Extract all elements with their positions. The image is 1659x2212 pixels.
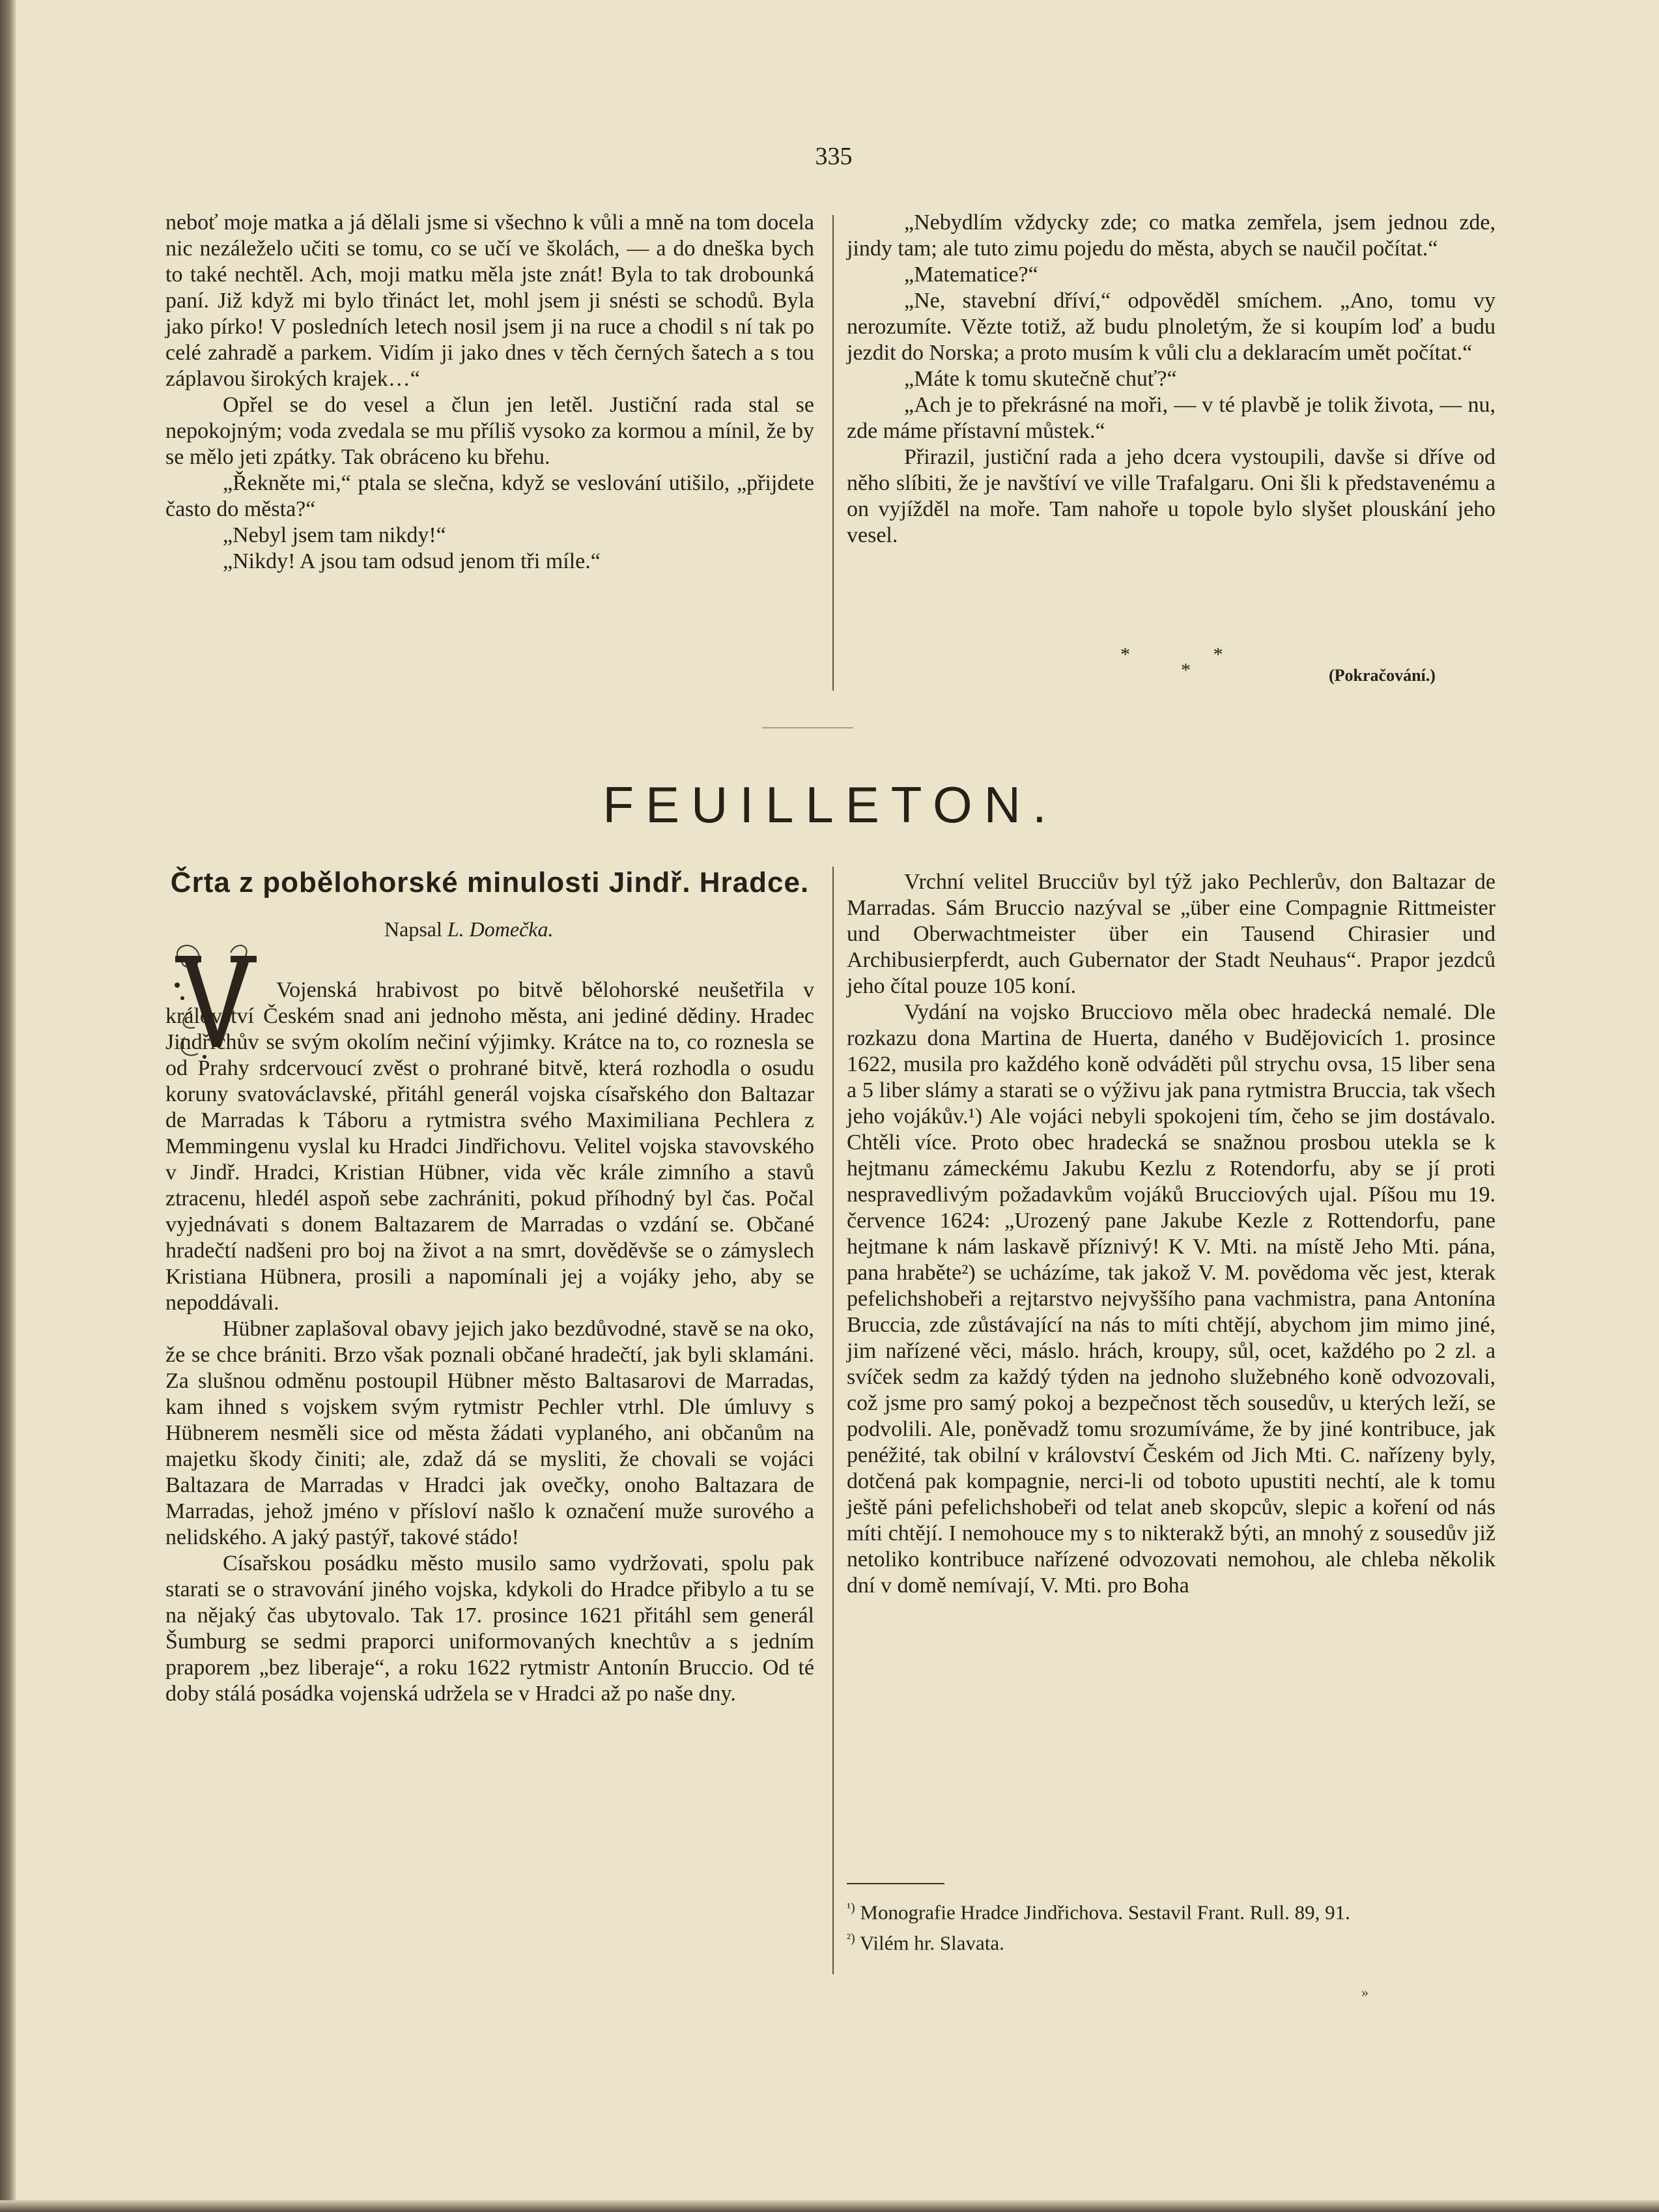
- paragraph: „Nikdy! A jsou tam odsud jenom tři míle.“: [223, 549, 601, 573]
- footnote: [847, 1895, 1496, 1925]
- corner-mark: »: [1361, 1984, 1368, 2000]
- paragraph: „Matematice?“: [904, 263, 1038, 287]
- footnote-rule: [847, 1883, 944, 1884]
- footnote-mark: ²): [847, 1931, 855, 1946]
- scan-edge-bottom: [0, 2200, 1659, 2212]
- section-stars: * *: [1120, 644, 1262, 665]
- paragraph: Hübner zaplašoval obavy jejich jako bezdůvodné, stavě se na oko, že se chce brániti. Brzo však poznali občané hradečtí, jak byli sklamáni. Za slušnou odměnu postoupil Hübner město Baltasarovi de Marradas, kam ihned s vojskem svým rytmistr Pechler vtrhl. Dle úmluvy s Hübnerem nesměli sice od města žádati vyplaného, ani občanům na majetku škody činiti; ale, zdaž dá se mysliti, že chovali se vojáci Baltazara de Marradas v Hradci jak ovečky, onoho Baltazara de Marradas, jehož jméno v přísloví našlo k označení muže surového a nelidského. A jaký pastýř, takové stádo!: [165, 1317, 814, 1549]
- footnote-text: Monografie Hradce Jindřichova. Sestavil Frant. Rull. 89, 91.: [860, 1901, 1350, 1924]
- article-left-column: [165, 977, 814, 1707]
- paragraph: Opřel se do vesel a člun jen letěl. Justiční rada stal se nepokojným; voda zvedala se mu příliš vysoko za kormou a mínil, že by se mělo jeti zpátky. Tak obráceno ku břehu.: [165, 393, 814, 469]
- paragraph: Císařskou posádku město musilo samo vydržovati, spolu pak starati se o stravování jiného vojska, kdykoli do Hradce přibylo a tu se na nějaký čas ubytovalo. Tak 17. prosince 1621 přitáhl sem generál Šumburg se sedmi praporci uniformovaných knechtův a s jedním praporem „bez liberaje“, a roku 1622 rytmistr Antonín Bruccio. Od té doby stálá posádka vojenská udržela se v Hradci až po naše dny.: [165, 1551, 814, 1706]
- byline-author: L. Domečka.: [447, 917, 554, 941]
- top-left-column: [165, 210, 814, 575]
- separator: [762, 727, 853, 728]
- paragraph: „Ach je to překrásné na moři, — v té plavbě je tolik života, — nu, zde máme přístavní můstek.“: [847, 393, 1496, 443]
- byline: [384, 917, 553, 941]
- paragraph: „Nebyl jsem tam nikdy!“: [223, 523, 446, 547]
- paragraph: Přirazil, justiční rada a jeho dcera vystoupili, davše si dříve od něho slíbiti, že je navštíví ve ville Trafalgaru. Oni šli k představenému a on vyjížděl na moře. Tam nahoře u topole bylo slyšet plouskání jeho vesel.: [847, 445, 1496, 547]
- top-right-column: [847, 210, 1496, 549]
- paragraph: Vrchní velitel Brucciův byl týž jako Pechlerův, don Baltazar de Marradas. Sám Bruccio nazýval se „über eine Compagnie Rittmeister und Oberwachtmeister über ein Tausend Chirasier und Archibusierpferdt, auch Gubernator der Stadt Neuhaus“. Prapor jezdců jeho čítal pouze 105 koní.: [847, 870, 1496, 998]
- paragraph: „Řekněte mi,“ ptala se slečna, když se veslování utišilo, „přijdete často do města?“: [165, 471, 814, 521]
- page-number: 335: [815, 143, 853, 170]
- article-right-column: [847, 869, 1496, 1599]
- paragraph: Vojenská hrabivost po bitvě bělohorské neušetřila v království Českém snad ani jednoho města, ani jediné dědiny. Hradec Jindřichův se svým okolím nečiní výjimky. Krátce na to, co roznesla se od Prahy srdcervoucí zvěst o prohrané bitvě, která rozhodla o osudu koruny svatováclavské, přitáhl generál vojska císařského don Baltazar de Marradas k Táboru a rytmistra svého Maximiliana Pechlera z Memmingenu vyslal ku Hradci Jindřichovu. Velitel vojska stavovského v Jindř. Hradci, Kristian Hübner, vida věc krále zimního a stavů ztracenu, hledél aspoň sebe zachrániti, pokud příhodný byl čas. Počal vyjednávati s donem Baltazarem de Marradas o vzdání se. Občané hradečtí nadšeni pro boj na život a na smrt, dověděvše se o zámyslech Kristiana Hübnera, prosili a napomínali jej a vojáky jeho, aby se nepoddávali.: [165, 978, 814, 1315]
- section-heading: FEUILLETON.: [603, 776, 1058, 833]
- paragraph: „Nebydlím vždycky zde; co matka zemřela, jsem jednou zde, jindy tam; ale tuto zimu pojedu do města, abych se naučil počítat.“: [847, 210, 1496, 261]
- footnote-text: Vilém hr. Slavata.: [859, 1931, 1004, 1955]
- paragraph: Vydání na vojsko Brucciovo měla obec hradecká nemalé. Dle rozkazu dona Martina de Huerta, daného v Budějovicích 1. prosince 1622, musila pro každého koně odváděti půl strychu ovsa, 15 liber sena a 5 liber slámy a starati se o výživu jak pana rytmistra Bruccia, tak všech jeho vojákův.¹) Ale vojáci nebyli spokojeni tím, čeho se jim dostávalo. Chtěli více. Proto obec hradecká se snažnou prosbou utekla se k hejtmanu zámeckému Jakubu Kezlu z Rotendorfu, aby se jí proti nespravedlivým požadavkům vojáků Brucciových ujal. Píšou mu 19. července 1624: „Urozený pane Jakube Kezle z Rottendorfu, pane hejtmane k nám laskavě příznivý! K V. Mti. na místě Jeho Mti. pána, pana hraběte²) se ucházíme, tak jakož V. M. povědoma věc jest, kterak pefelichshobeři a rejtarstvo nejvyššího pana vachmistra, pana Antonína Bruccia, zde zůstávající na nás to míti chtějí, abychom jim mimo jiné, jim nařízené věci, máslo. hrách, kroupy, sůl, ocet, každého po 2 zl. a svíček sedm za každý týden na jednoho služebného koně odvozovali, což jsme pro samý pokoj a bezpečnost těch sousedův, u kterých leží, se podvolili. Ale, poněvadž tomu srozumíváme, že by jiné kontribuce, jak penéžité, tak obilní v království Českém od Jich Mti. C. nařízeny byly, dotčená pak kompagnie, nerci-li od toboto upustiti nechtí, ale k tomu ještě páni pefelichshobeři od telat aneb skopcův, slepic a koření od nás míti chtějí. I nemohouce my s to nikterakž býti, an mnohý z sousedův již netoliko kontribuce nařízené odvozovati nemohou, ale chleba několik dní v domě nemívají, V. Mti. pro Boha: [847, 1000, 1496, 1598]
- footnote: [847, 1925, 1496, 1956]
- article-title: Črta z pobělohorské minulosti Jindř. Hradce.: [170, 867, 810, 898]
- paragraph: „Máte k tomu skutečně chuť?“: [904, 367, 1177, 391]
- paragraph: neboť moje matka a já dělali jsme si všechno k vůli a mně na tom docela nic nezáleželo učiti se tomu, co se učí ve školách, — a do dneška bych to také nechtěl. Ach, moji matku měla jste znát! Byla to tak drobounká paní. Již když mi bylo třináct let, mohl jsem ji snésti se schodů. Byla jako pírko! V posledních letech nosil jsem ji na ruce a chodil s ní tak po celé zahradě a parkem. Vidím ji jako dnes v těch černých šatech a s tou záplavou širokých krajek…“: [165, 210, 814, 391]
- footnotes: [847, 1895, 1496, 1957]
- footnote-mark: ¹): [847, 1901, 855, 1915]
- continuation-note: (Pokračování.): [1329, 666, 1436, 685]
- paragraph: „Ne, stavební dříví,“ odpověděl smíchem. „Ano, tomu vy nerozumíte. Vězte totiž, až budu plnoletým, že si koupím loď a budu jezdit do Norska; a proto musím k vůli clu a deklaracím umět počítat.“: [847, 289, 1496, 365]
- scan-edge-left: [0, 0, 16, 2212]
- column-divider: [832, 215, 834, 691]
- column-divider: [832, 867, 834, 1974]
- section-star: *: [1181, 659, 1191, 681]
- byline-prefix: Napsal: [384, 917, 442, 941]
